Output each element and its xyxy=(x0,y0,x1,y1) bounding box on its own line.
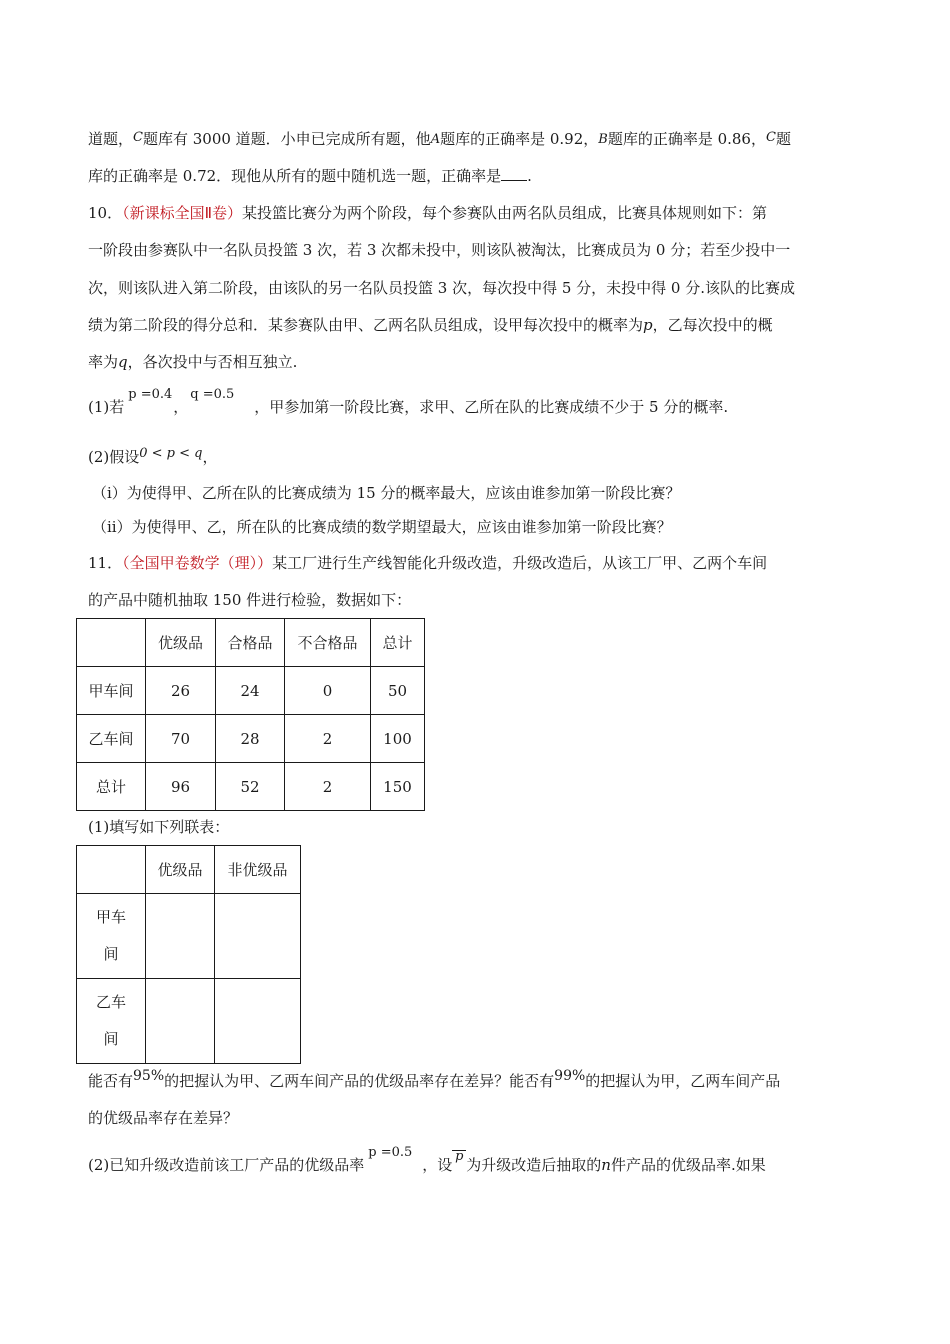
table-row: 总计 96 52 2 150 xyxy=(77,763,425,811)
q11-line-2: 的产品中随机抽取 150 件进行检验，数据如下： xyxy=(88,591,412,609)
q10-part-2: (2)假设0 < p < q， xyxy=(88,446,218,466)
table-row: 甲车间 26 24 0 50 xyxy=(77,667,425,715)
q10-part-2-i: （i）为使得甲、乙所在队的比赛成绩为 15 分的概率最大，应该由谁参加第一阶段比赛？ xyxy=(92,484,681,502)
q10-line-5: 率为q，各次投中与否相互独立. xyxy=(88,353,298,371)
q11-question-line-2: 的优级品率存在差异？ xyxy=(88,1109,239,1127)
equation-p: p =0.5 xyxy=(368,1145,413,1160)
answer-blank xyxy=(501,168,527,181)
table-header-row: 优级品 合格品 不合格品 总计 xyxy=(77,619,425,667)
q10-line-3: 次，则该队进入第二阶段，由该队的另一名队员投篮 3 次，每次投中得 5 分，未投中得 0 分.该队的比赛成 xyxy=(88,279,796,297)
inequality: 0 < p < q xyxy=(139,446,203,461)
contingency-table xyxy=(76,845,301,1064)
q11-question-line-1: 能否有95%的把握认为甲、乙两车间产品的优级品率存在差异？能否有99%的把握认为甲，乙两车间产品 xyxy=(88,1068,781,1090)
table-row: 甲车 间 xyxy=(77,894,301,979)
empty-cell xyxy=(215,979,301,1064)
q11-line-1: 11．（全国甲卷数学（理））某工厂进行生产线智能化升级改造，升级改造后，从该工厂甲、乙两个车间 xyxy=(88,554,768,572)
table-row: 乙车 间 xyxy=(77,979,301,1064)
equation-q: q =0.5 xyxy=(190,387,235,402)
table-header-row: 优级品 非优级品 xyxy=(77,846,301,894)
q10-line-4: 绩为第二阶段的得分总和．某参赛队由甲、乙两名队员组成，设甲每次投中的概率为p，乙每次投中的概 xyxy=(88,316,773,334)
q11-part-1: (1)填写如下列联表： xyxy=(88,818,230,836)
q10-part-2-ii: （ii）为使得甲、乙，所在队的比赛成绩的数学期望最大，应该由谁参加第一阶段比赛？ xyxy=(92,518,672,536)
empty-cell xyxy=(146,894,215,979)
q9-line-2: 库的正确率是 0.72．现他从所有的题中随机选一题，正确率是 . xyxy=(88,167,532,185)
empty-cell xyxy=(146,979,215,1064)
q10-line-2: 一阶段由参赛队中一名队员投篮 3 次，若 3 次都未投中，则该队被淘汰，比赛成员为 0 分；若至少投中一 xyxy=(88,241,791,259)
data-table xyxy=(76,618,425,811)
equation-p: p =0.4 xyxy=(128,387,173,402)
q10-part-1: (1)若p =0.4，q =0.5，甲参加第一阶段比赛，求甲、乙所在队的比赛成绩不少于 5 分的概率. xyxy=(88,387,729,416)
p-bar-symbol: p xyxy=(452,1150,466,1163)
q10-line-1: 10．（新课标全国Ⅱ卷）某投篮比赛分为两个阶段，每个参赛队由两名队员组成，比赛具体规则如下：第 xyxy=(88,204,767,222)
q9-line-1: 道题，C题库有 3000 道题．小申已完成所有题，他A题库的正确率是 0.92，B题库的正确率是 0.86，C题 xyxy=(88,130,791,148)
empty-cell xyxy=(215,894,301,979)
table-row: 乙车间 70 28 2 100 xyxy=(77,715,425,763)
q11-source: （全国甲卷数学（理）） xyxy=(122,554,273,572)
q10-source: （新课标全国Ⅱ卷） xyxy=(122,204,242,222)
q11-part-2: (2)已知升级改造前该工厂产品的优级品率p =0.5，设 p 为升级改造后抽取的n件产品的优级品率.如果 xyxy=(88,1145,766,1174)
